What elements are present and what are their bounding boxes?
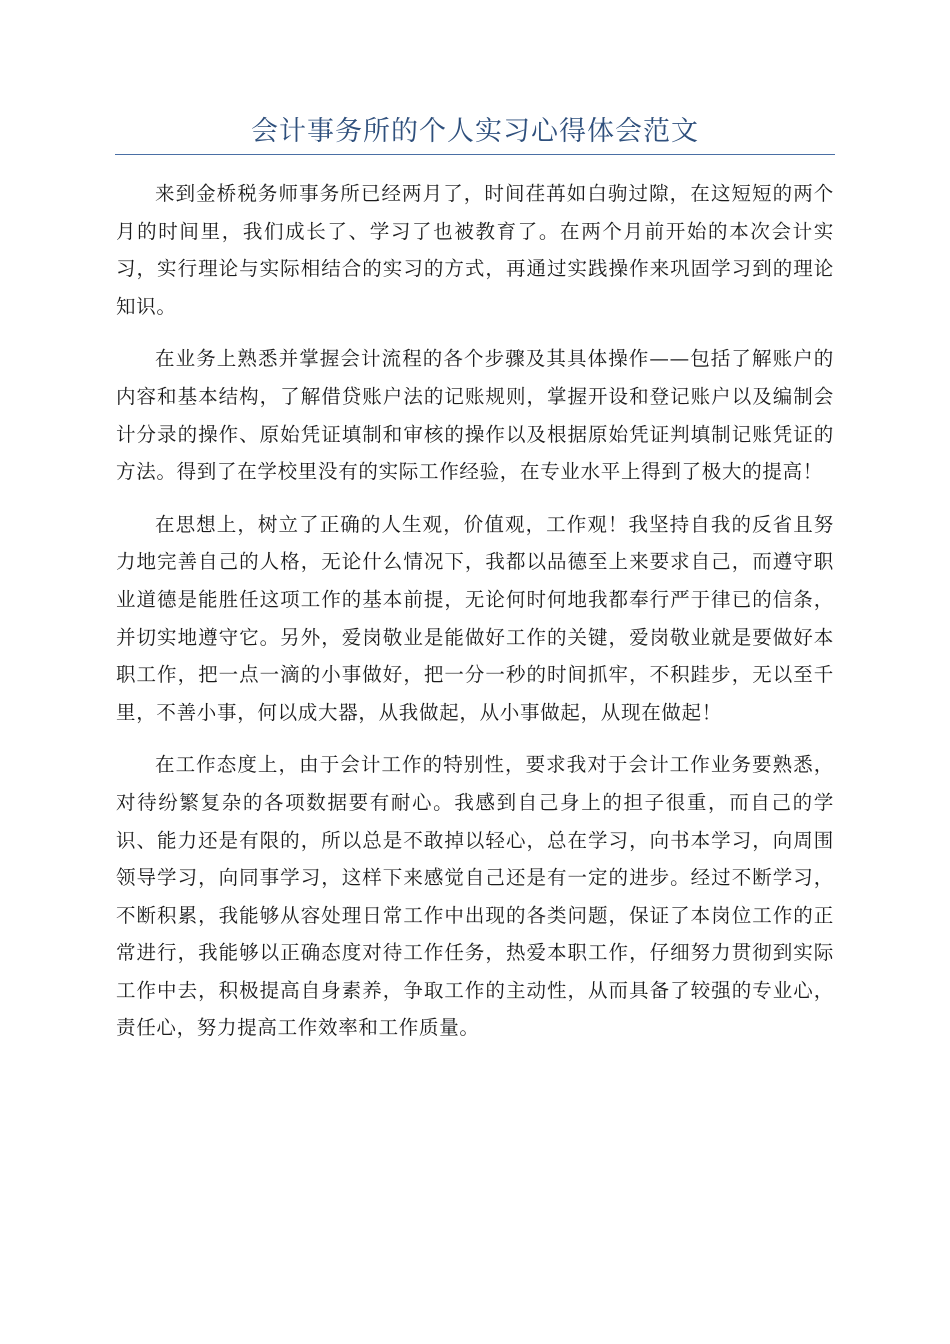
document-body: [116, 175, 834, 1062]
paragraph: 在业务上熟悉并掌握会计流程的各个步骤及其具体操作——包括了解账户的内容和基本结构，了解借贷账户法的记账规则，掌握开设和登记账户以及编制会计分录的操作、原始凭证填制和审核的操作以及根据原始凭证判填制记账凭证的方法。得到了在学校里没有的实际工作经验，在专业水平上得到了极大的提高！: [116, 347, 834, 484]
title-underline: [115, 154, 835, 155]
paragraph: 在工作态度上，由于会计工作的特别性，要求我对于会计工作业务要熟悉，对待纷繁复杂的各项数据要有耐心。我感到自己身上的担子很重，而自己的学识、能力还是有限的，所以总是不敢掉以轻心，总在学习，向书本学习，向周围领导学习，向同事学习，这样下来感觉自己还是有一定的进步。经过不断学习，不断积累，我能够从容处理日常工作中出现的各类问题，保证了本岗位工作的正常进行，我能够以正确态度对待工作任务，热爱本职工作，仔细努力贯彻到实际工作中去，积极提高自身素养，争取工作的主动性，从而具备了较强的专业心，责任心，努力提高工作效率和工作质量。: [116, 753, 834, 1040]
document-title: 会计事务所的个人实习心得体会范文: [251, 116, 699, 147]
paragraph: 在思想上，树立了正确的人生观，价值观，工作观！我坚持自我的反省且努力地完善自己的人格，无论什么情况下，我都以品德至上来要求自己，而遵守职业道德是能胜任这项工作的基本前提，无论何时何地我都奉行严于律已的信条，并切实地遵守它。另外，爱岗敬业是能做好工作的关键，爱岗敬业就是要做好本职工作，把一点一滴的小事做好，把一分一秒的时间抓牢，不积跬步，无以至千里，不善小事，何以成大器，从我做起，从小事做起，从现在做起！: [116, 512, 834, 724]
paragraph: 来到金桥税务师事务所已经两月了，时间荏苒如白驹过隙，在这短短的两个月的时间里，我们成长了、学习了也被教育了。在两个月前开始的本次会计实习，实行理论与实际相结合的实习的方式，再通过实践操作来巩固学习到的理论知识。: [116, 182, 834, 318]
